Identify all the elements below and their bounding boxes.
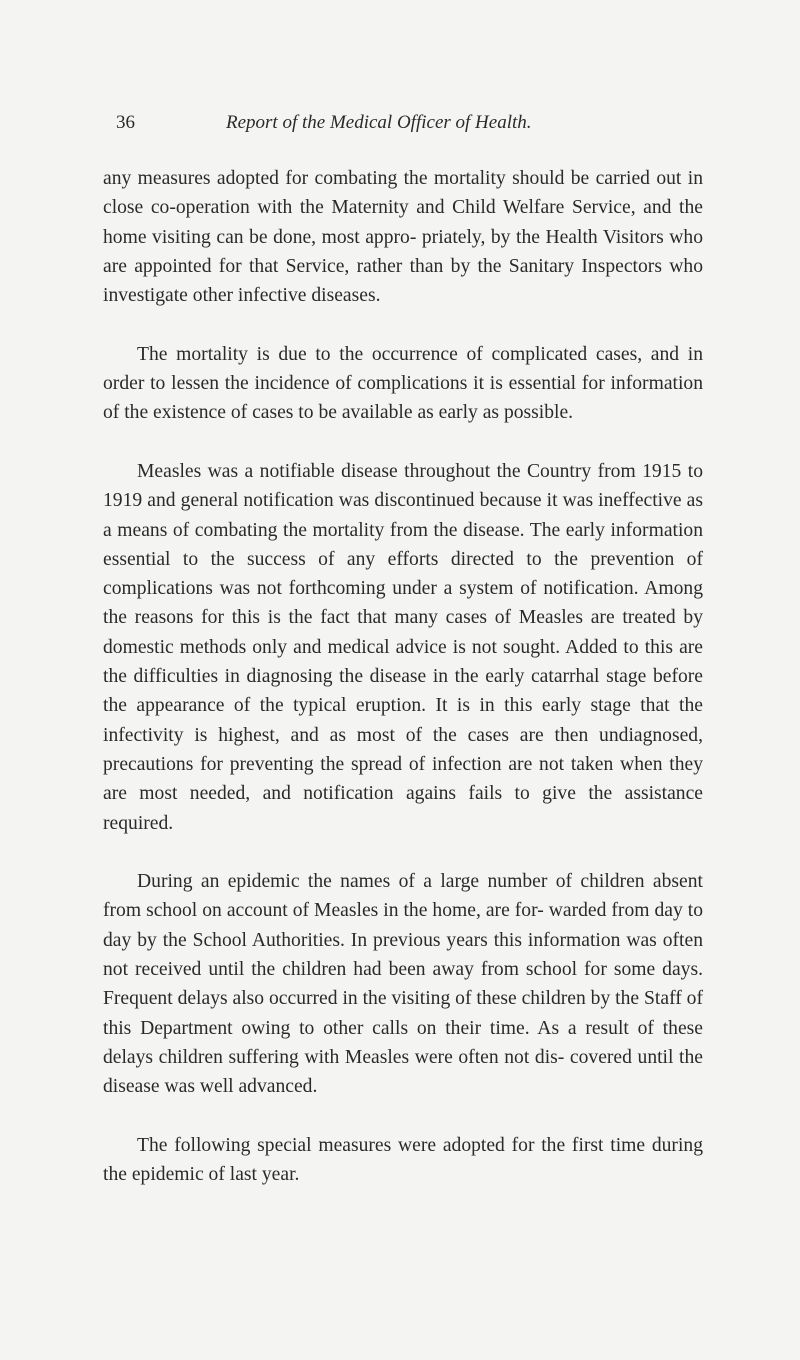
paragraph-continuation: any measures adopted for combating the mortality should be carried out in close co-operation with the Maternity and Child Welfare Service, and the home visiting can be done, most appro- priately, by the Health Visitors who are appointed for that Service, rather than by the Sanitary Inspectors who investigate other infective diseases. xyxy=(103,168,703,307)
paragraph-notification: Measles was a notifiable disease throughout the Country from 1915 to 1919 and general notification was discontinued because it was ineffective as a means of combating the mortality from the disease. The early information essential to the success of any efforts directed to the prevention of complications was not forthcoming under a system of notification. Among the reasons for this is the fact that many cases of Measles are treated by domestic methods only and medical advice is not sought. Added to this are the difficulties in diagnosing the disease in the early catarrhal stage before the appearance of the typical eruption. It is in this early stage that the infectivity is highest, and as most of the cases are then undiagnosed, precautions for preventing the spread of infection are not taken when they are most needed, and notification agains fails to give the assistance required. xyxy=(103,460,703,834)
page-number: 36 xyxy=(116,112,135,133)
paragraph-special-measures: The following special measures were adopted for the first time during the epidemic of last year. xyxy=(103,1134,703,1186)
paragraph-mortality: The mortality is due to the occurrence of complicated cases, and in order to lessen the incidence of complications it is essential for information of the existence of cases to be available as early as possible. xyxy=(103,343,703,424)
body-text xyxy=(103,164,703,1219)
paragraph-epidemic: During an epidemic the names of a large number of children absent from school on account of Measles in the home, are for- warded from day to day by the School Authorities. In previous years this information was often not received until the children had been away from school for some days. Frequent delays also occurred in the visiting of these children by the Staff of this Department owing to other calls on their time. As a result of these delays children suffering with Measles were often not dis- covered until the disease was well advanced. xyxy=(103,871,703,1098)
running-header xyxy=(116,112,716,148)
report-title: Report of the Medical Officer of Health. xyxy=(226,112,532,133)
